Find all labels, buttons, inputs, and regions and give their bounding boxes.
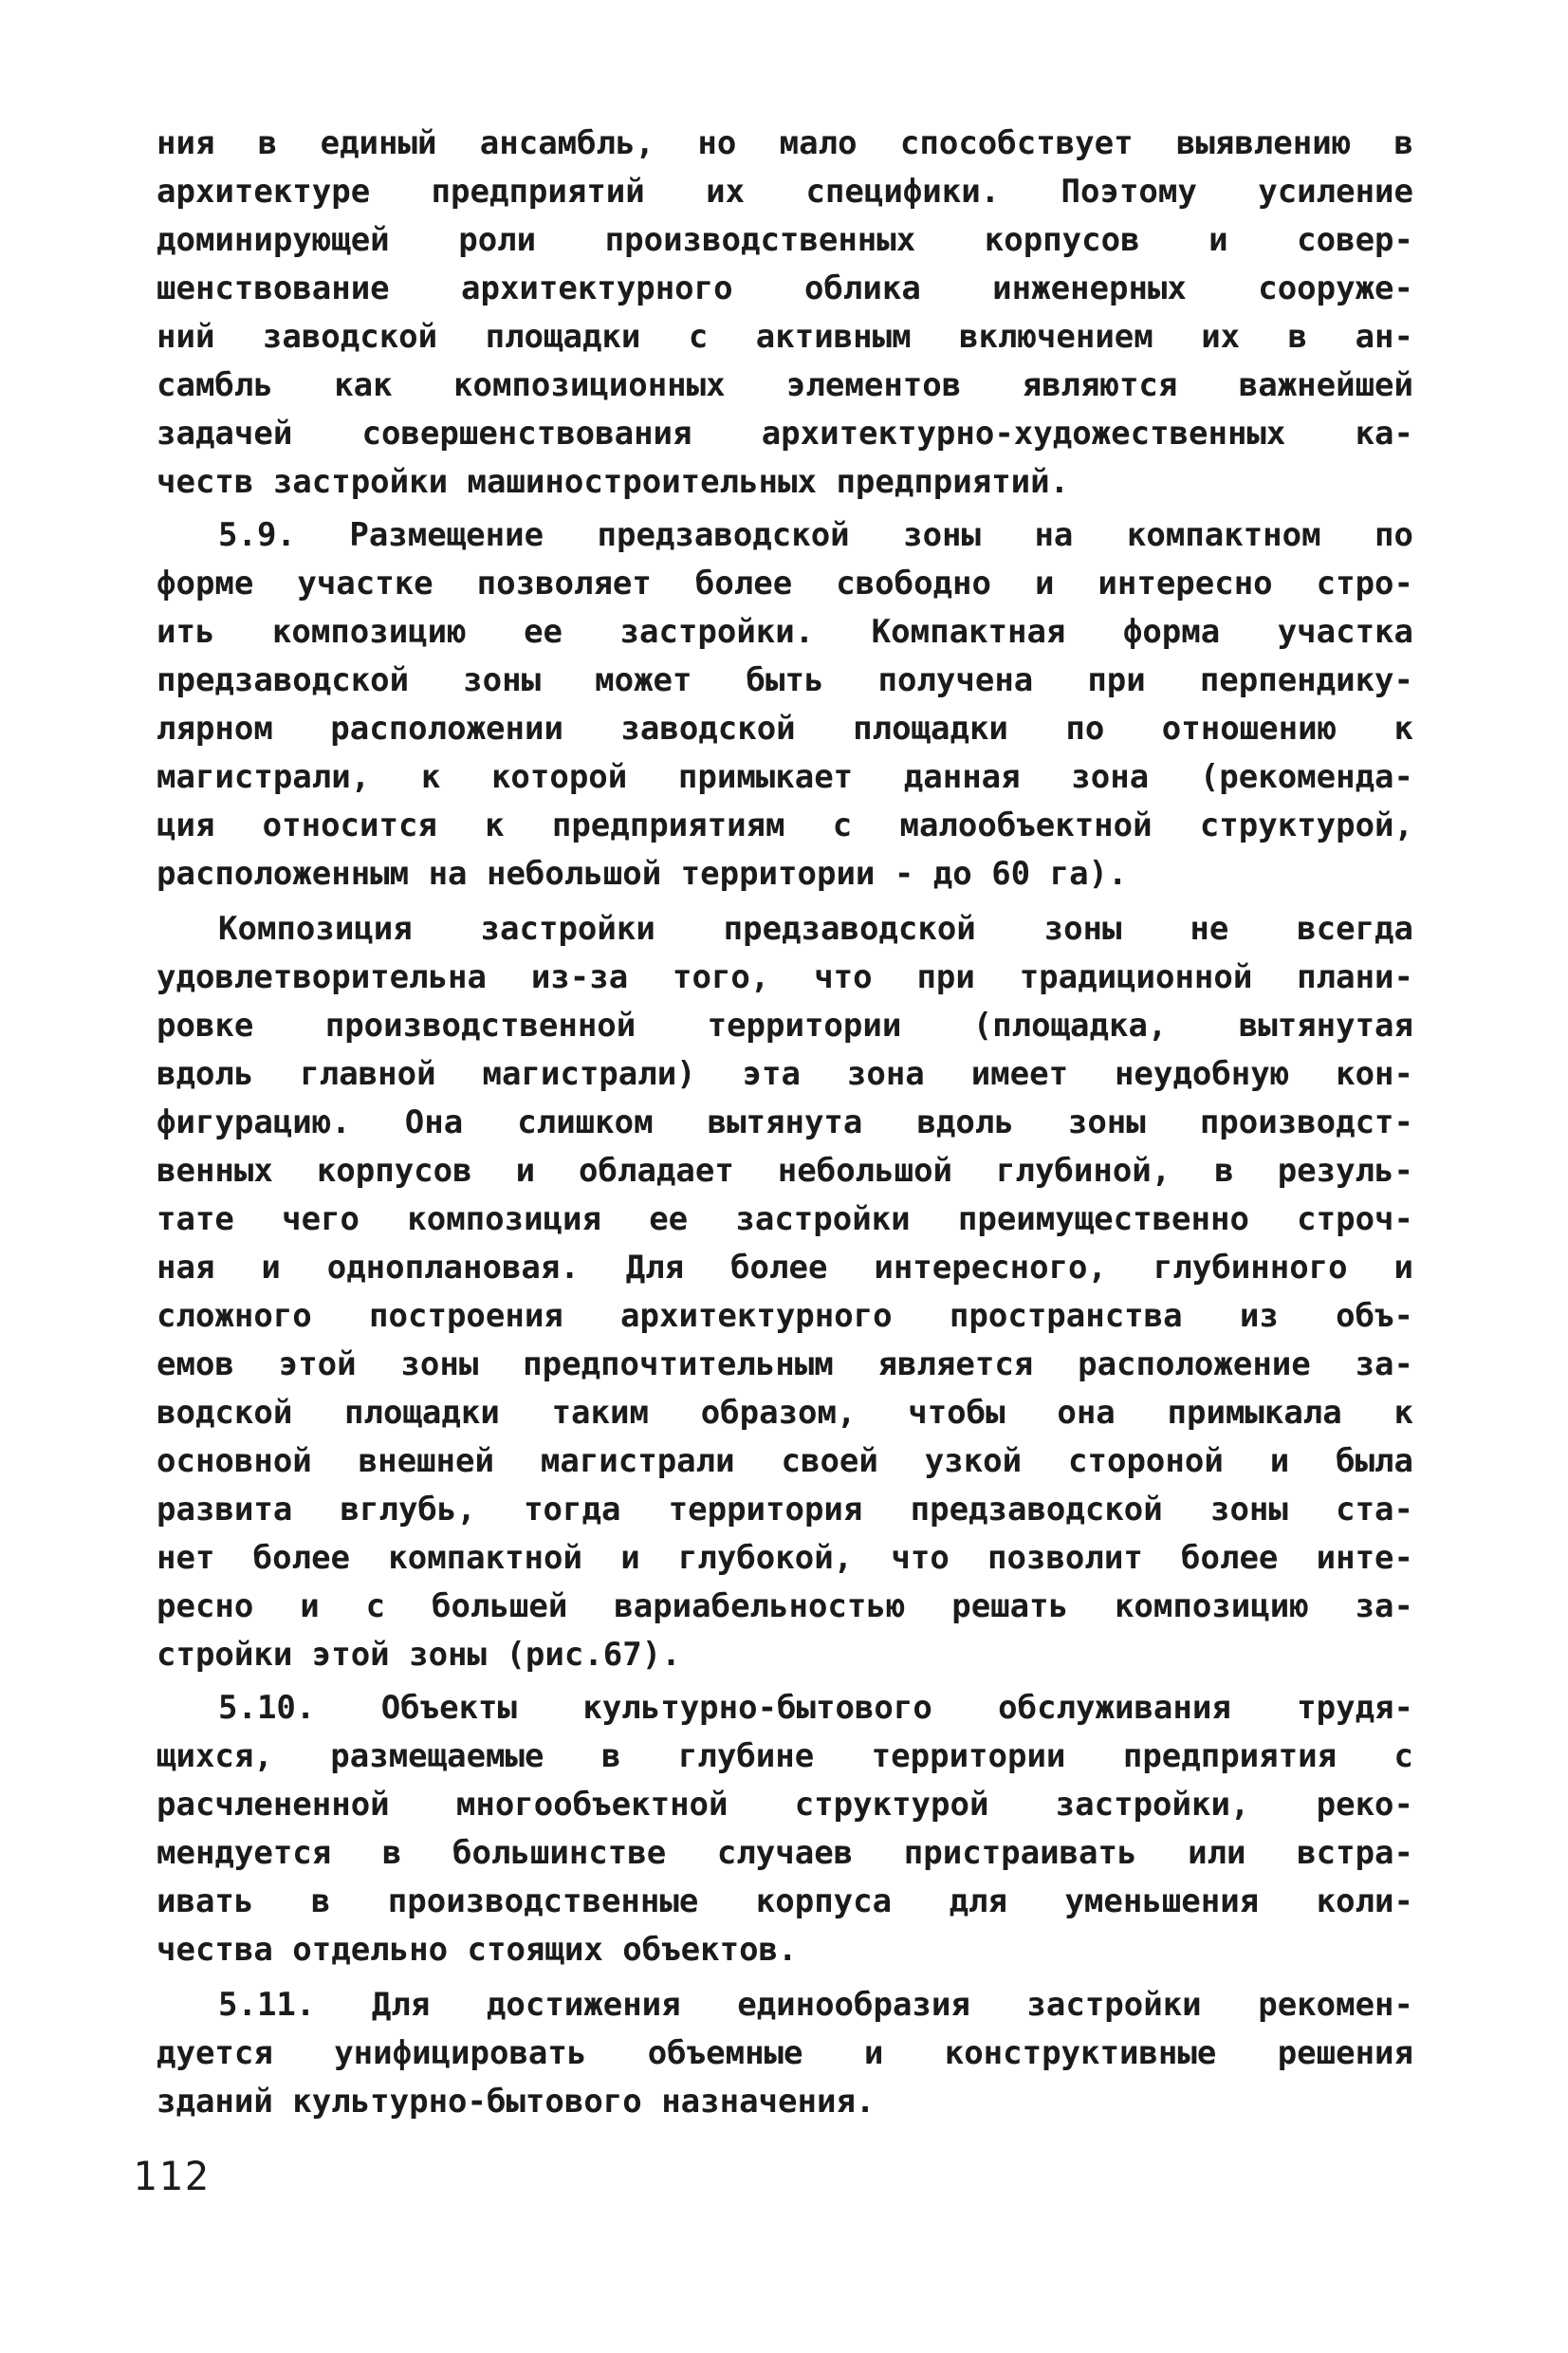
text-line: ния в единый ансамбль, но мало способствует выявлению в [157, 124, 1413, 162]
text-line: водской площадки таким образом, чтобы она примыкала к [157, 1394, 1413, 1432]
text-line: сложного построения архитектурного пространства из объ- [157, 1297, 1413, 1335]
text-line: чества отдельно стоящих объектов. [157, 1931, 798, 1969]
text-line: удовлетворительна из-за того, что при традиционной плани- [157, 958, 1413, 996]
text-line: самбль как композиционных элементов являются важнейшей [157, 366, 1413, 404]
text-line: ивать в производственные корпуса для уменьшения коли- [157, 1882, 1413, 1920]
text-line: основной внешней магистрали своей узкой стороной и была [157, 1442, 1413, 1480]
text-line: развита вглубь, тогда территория предзаводской зоны ста- [157, 1491, 1413, 1529]
text-line: тате чего композиция ее застройки преимущественно строч- [157, 1200, 1413, 1238]
text-line: венных корпусов и обладает небольшой глубиной, в резуль- [157, 1152, 1413, 1190]
text-line: предзаводской зоны может быть получена при перпендику- [157, 661, 1413, 699]
paragraph-composition-first-line: Композиция застройки предзаводской зоны не всегда [218, 910, 1413, 948]
text-line: нет более компактной и глубокой, что позволит более инте- [157, 1539, 1413, 1577]
page-number: 112 [133, 2153, 211, 2199]
text-line: фигурацию. Она слишком вытянута вдоль зоны производст- [157, 1103, 1413, 1141]
paragraph-5-10-first-line: 5.10. Объекты культурно-бытового обслуживания трудя- [218, 1689, 1413, 1727]
text-line: щихся, размещаемые в глубине территории предприятия с [157, 1737, 1413, 1775]
text-line: ний заводской площадки с активным включением их в ан- [157, 318, 1413, 356]
paragraph-5-9-first-line: 5.9. Размещение предзаводской зоны на компактном по [218, 516, 1413, 554]
text-line: магистрали, к которой примыкает данная зона (рекоменда- [157, 758, 1413, 796]
text-line: ная и одноплановая. Для более интересного, глубинного и [157, 1249, 1413, 1287]
paragraph-5-11-first-line: 5.11. Для достижения единообразия застройки рекомен- [218, 1986, 1413, 2024]
text-line: форме участке позволяет более свободно и интересно стро- [157, 565, 1413, 602]
text-line: задачей совершенствования архитектурно-художественных ка- [157, 415, 1413, 453]
text-line: мендуется в большинстве случаев пристраивать или встра- [157, 1834, 1413, 1872]
text-line: расположенным на небольшой территории - до 60 га). [157, 855, 1128, 893]
text-line: ровке производственной территории (площадка, вытянутая [157, 1007, 1413, 1045]
text-line: лярном расположении заводской площадки по отношению к [157, 710, 1413, 748]
text-line: зданий культурно-бытового назначения. [157, 2083, 876, 2121]
text-line: ить композицию ее застройки. Компактная форма участка [157, 613, 1413, 651]
text-line: ресно и с большей вариабельностью решать композицию за- [157, 1587, 1413, 1625]
text-line: стройки этой зоны (рис.67). [157, 1636, 681, 1674]
text-line: расчлененной многообъектной структурой застройки, реко- [157, 1786, 1413, 1824]
text-line: архитектуре предприятий их специфики. Поэтому усиление [157, 173, 1413, 211]
text-line: вдоль главной магистрали) эта зона имеет неудобную кон- [157, 1055, 1413, 1093]
text-line: шенствование архитектурного облика инженерных сооруже- [157, 269, 1413, 307]
text-line: доминирующей роли производственных корпусов и совер- [157, 221, 1413, 259]
text-line: емов этой зоны предпочтительным является расположение за- [157, 1345, 1413, 1383]
text-line: ция относится к предприятиям с малообъектной структурой, [157, 806, 1413, 844]
text-line: дуется унифицировать объемные и конструктивные решения [157, 2034, 1413, 2072]
text-line: честв застройки машиностроительных предприятий. [157, 463, 1070, 501]
